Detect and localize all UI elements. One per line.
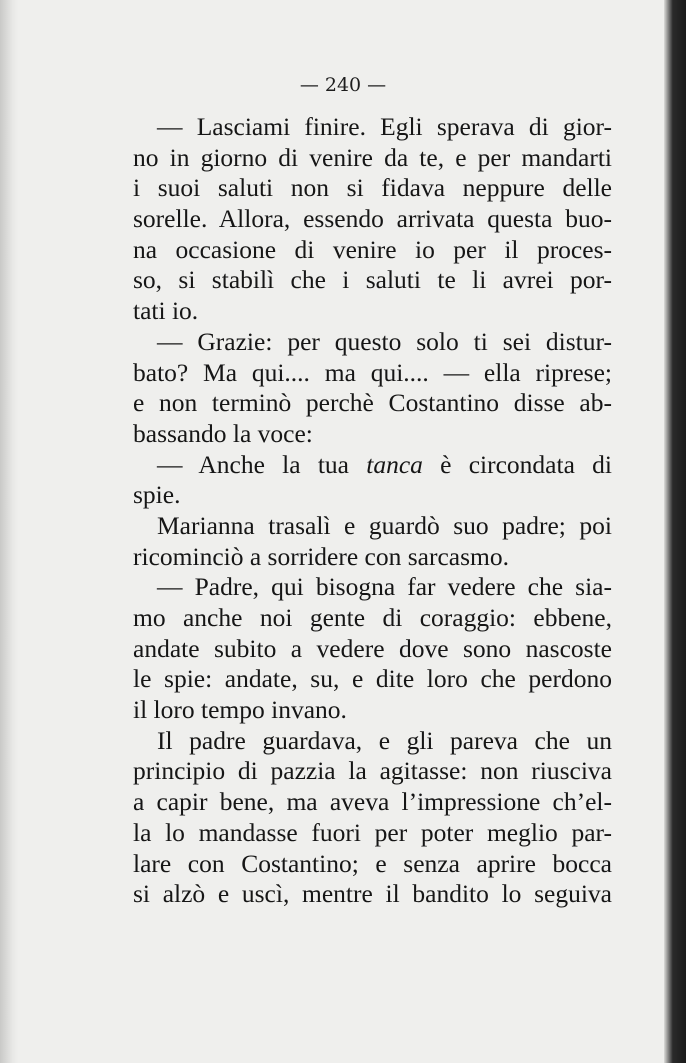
text-line: andate subito a vedere dove sono nascoste: [133, 633, 612, 663]
text-line: bassando la voce:: [133, 418, 313, 448]
text-line: il loro tempo invano.: [133, 695, 347, 725]
text-line: si alzò e uscì, mentre il bandito lo seguiva: [133, 879, 612, 909]
text-line: bato? Ma qui.... ma qui.... — ella riprese;: [133, 357, 612, 387]
text-line: a capir bene, ma aveva l’impressione ch’el-: [133, 787, 612, 817]
text-line: le spie: andate, su, e dite loro che perdono: [133, 664, 612, 694]
text-line: principio di pazzia la agitasse: non riusciva: [133, 756, 612, 786]
text-line: so, si stabilì che i saluti te li avrei por-: [133, 265, 612, 295]
text-line: no in giorno di venire da te, e per mandarti: [133, 142, 612, 172]
text-line: spie.: [133, 480, 181, 510]
text-fragment: — Anche la tua: [157, 449, 367, 479]
text-line: ricominciò a sorridere con sarcasmo.: [133, 541, 509, 571]
binding-shadow: [0, 0, 18, 1063]
text-line: Marianna trasalì e guardò suo padre; poi: [157, 510, 612, 540]
text-line: — Grazie: per questo solo ti sei distur-: [157, 326, 612, 356]
text-line: la lo mandasse fuori per poter meglio par-: [133, 817, 612, 847]
page-number: — 240 —: [299, 74, 387, 96]
text-line: e non terminò perchè Costantino disse ab-: [133, 388, 612, 418]
text-line: Il padre guardava, e gli pareva che un: [157, 725, 612, 755]
text-line: sorelle. Allora, essendo arrivata questa buo-: [133, 204, 612, 234]
text-line: i suoi saluti non si fidava neppure delle: [133, 173, 612, 203]
text-line: — Lasciami finire. Egli sperava di gior-: [157, 112, 612, 141]
italic-word: tanca: [366, 449, 423, 479]
text-line: mo anche noi gente di coraggio: ebbene,: [133, 603, 612, 632]
text-line: lare con Costantino; e senza aprire bocca: [133, 848, 612, 878]
text-fragment: è circondata di: [422, 449, 612, 479]
page-edge: [664, 0, 686, 1063]
text-line: — Padre, qui bisogna far vedere che sia-: [157, 572, 612, 602]
body-text: [133, 112, 612, 910]
text-line: na occasione di venire io per il proces-: [133, 234, 612, 264]
text-line: [133, 450, 612, 481]
text-line: tati io.: [133, 296, 199, 326]
